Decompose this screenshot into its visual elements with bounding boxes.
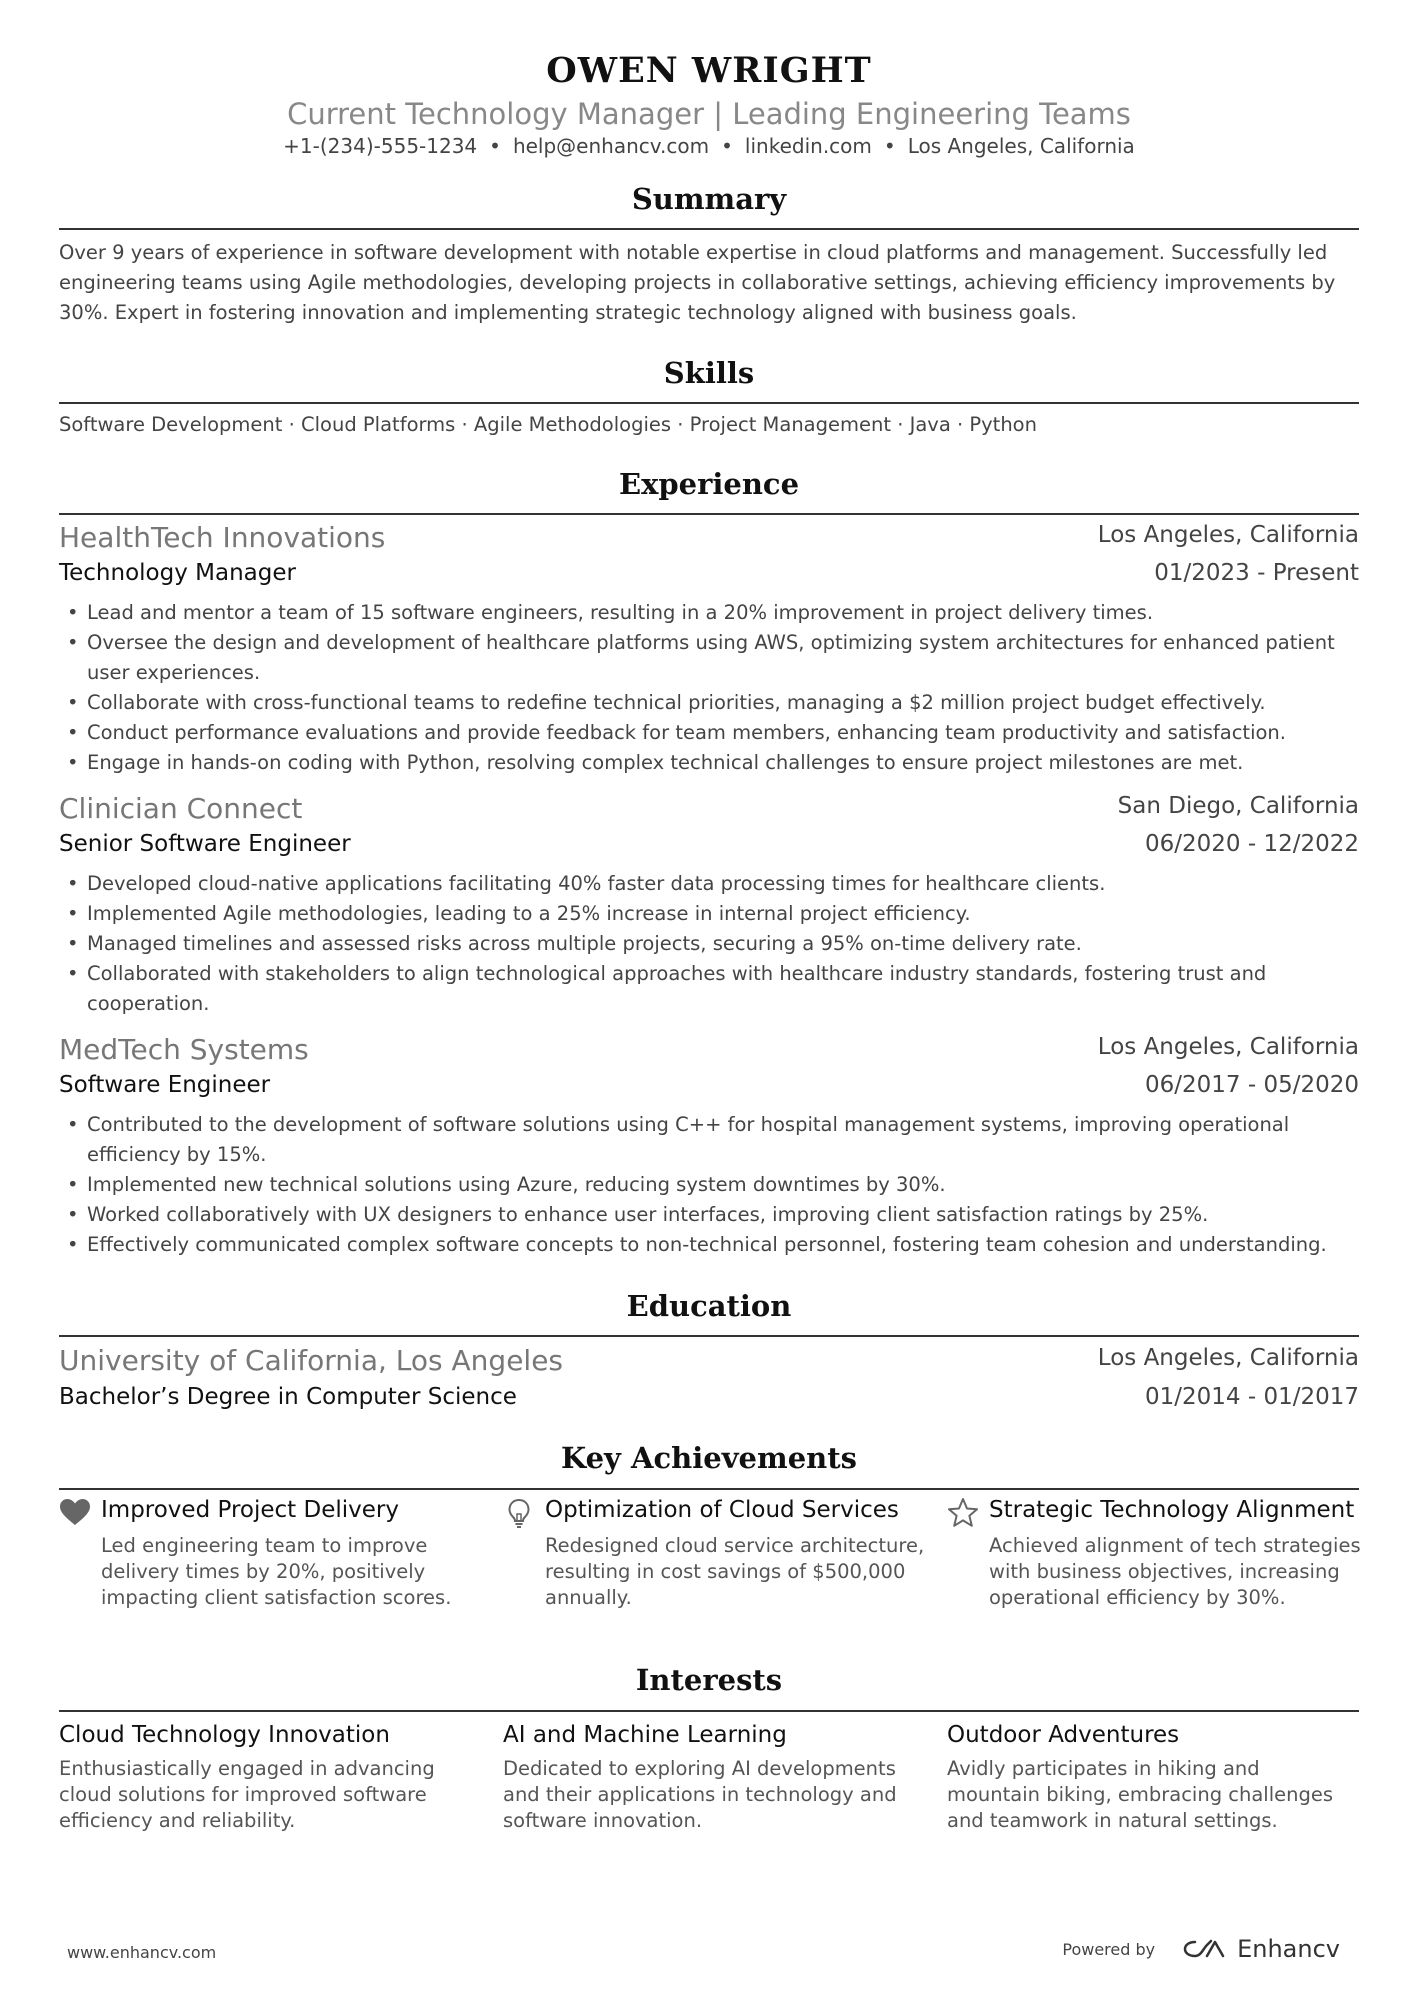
job-bullet: • Developed cloud-native applications facilitating 40% faster data processing times for healthcare clients. (59, 869, 1359, 899)
education-dates: 01/2014 - 01/2017 (1144, 1384, 1359, 1410)
candidate-name: OWEN WRIGHT (546, 50, 872, 91)
job-dates: 06/2017 - 05/2020 (1144, 1072, 1359, 1098)
achievement-title: Optimization of Cloud Services (545, 1497, 899, 1523)
interest-title: Outdoor Adventures (947, 1722, 1180, 1748)
job-bullet: • Oversee the design and development of healthcare platforms using AWS, optimizing system architectures for enhanced patient user experiences. (59, 628, 1359, 688)
degree: Bachelor’s Degree in Computer Science (59, 1384, 517, 1410)
school-location: Los Angeles, California (1097, 1345, 1359, 1371)
heart-icon (59, 1497, 91, 1529)
summary-text: Over 9 years of experience in software development with notable expertise in cloud platforms and management. Successfully led engineering teams using Agile methodologies, developing projects in collaborative settings, achieving efficiency improvements by 30%. Expert in fostering innovation and implementing strategic technology aligned with business goals. (59, 241, 1336, 324)
interests-heading: Interests (635, 1663, 783, 1697)
experience-divider (59, 513, 1359, 515)
education-heading: Education (626, 1289, 792, 1323)
job-company: HealthTech Innovations (59, 521, 386, 554)
achievement-title: Improved Project Delivery (101, 1497, 399, 1523)
job-location: Los Angeles, California (1097, 1034, 1359, 1060)
candidate-subtitle: Current Technology Manager | Leading Engineering Teams (287, 97, 1131, 131)
job-bullet: • Engage in hands-on coding with Python, resolving complex technical challenges to ensure project milestones are met. (59, 748, 1359, 778)
summary-divider (59, 228, 1359, 230)
job-location: San Diego, California (1117, 793, 1359, 819)
education-divider (59, 1335, 1359, 1337)
interest-desc: Dedicated to exploring AI developments and their applications in technology and software innovation. (503, 1757, 897, 1832)
job-dates: 01/2023 - Present (1154, 560, 1359, 586)
experience-heading: Experience (618, 467, 800, 501)
job-location: Los Angeles, California (1097, 522, 1359, 548)
achievements-divider (59, 1488, 1359, 1490)
footer-branding (1062, 1935, 1340, 1963)
email[interactable]: help@enhancv.com (512, 134, 710, 158)
job-company: MedTech Systems (59, 1033, 309, 1066)
job-bullet: • Worked collaboratively with UX designers to enhance user interfaces, improving client satisfaction ratings by 25%. (59, 1200, 1359, 1230)
brand-name: Enhancv (1237, 1935, 1340, 1963)
job-role: Senior Software Engineer (59, 831, 351, 857)
interest-title: AI and Machine Learning (503, 1722, 787, 1748)
interest-item (59, 1720, 459, 1834)
job-bullet: • Implemented Agile methodologies, leading to a 25% increase in internal project efficiency. (59, 899, 1359, 929)
job-bullet: • Implemented new technical solutions using Azure, reducing system downtimes by 30%. (59, 1170, 1359, 1200)
achievement-desc: Led engineering team to improve delivery times by 20%, positively impacting client satisfaction scores. (101, 1534, 452, 1609)
job-bullet: • Conduct performance evaluations and provide feedback for team members, enhancing team productivity and satisfaction. (59, 718, 1359, 748)
job-bullets (59, 598, 1359, 778)
contact-line: +1-(234)-555-1234 • help@enhancv.com • linkedin.com • Los Angeles, California (283, 134, 1135, 158)
interest-title: Cloud Technology Innovation (59, 1722, 390, 1748)
skills-list: Software Development · Cloud Platforms · Agile Methodologies · Project Management · Java · Python (59, 413, 1037, 436)
job-bullet: • Effectively communicated complex software concepts to non-technical personnel, fostering team cohesion and understanding. (59, 1230, 1359, 1260)
job-role: Software Engineer (59, 1072, 271, 1098)
job-role: Technology Manager (59, 560, 296, 586)
location: Los Angeles, California (907, 134, 1135, 158)
powered-by-label: Powered by (1062, 1939, 1156, 1959)
achievement-desc: Redesigned cloud service architecture, resulting in cost savings of $500,000 annually. (545, 1534, 925, 1609)
interest-item (947, 1720, 1347, 1834)
job-bullet: • Collaborated with stakeholders to align technological approaches with healthcare industry standards, fostering trust and cooperation. (59, 959, 1359, 1019)
interest-desc: Enthusiastically engaged in advancing cloud solutions for improved software efficiency and reliability. (59, 1757, 435, 1832)
star-icon (947, 1497, 979, 1529)
skills-heading: Skills (663, 356, 755, 390)
job-bullet: • Lead and mentor a team of 15 software engineers, resulting in a 20% improvement in project delivery times. (59, 598, 1359, 628)
job-bullet: • Managed timelines and assessed risks across multiple projects, securing a 95% on-time delivery rate. (59, 929, 1359, 959)
enhancv-logo-icon (1181, 1937, 1229, 1961)
job-bullet: • Collaborate with cross-functional teams to redefine technical priorities, managing a $2 million project budget effectively. (59, 688, 1359, 718)
achievement-title: Strategic Technology Alignment (989, 1497, 1355, 1523)
interests-divider (59, 1710, 1359, 1712)
achievement-desc: Achieved alignment of tech strategies with business objectives, increasing operational efficiency by 30%. (989, 1534, 1361, 1609)
achievements-heading: Key Achievements (561, 1441, 857, 1475)
phone[interactable]: +1-(234)-555-1234 (283, 134, 478, 158)
skills-divider (59, 402, 1359, 404)
job-dates: 06/2020 - 12/2022 (1144, 831, 1359, 857)
interest-desc: Avidly participates in hiking and mountain biking, embracing challenges and teamwork in natural settings. (947, 1757, 1334, 1832)
linkedin-link[interactable]: linkedin.com (744, 134, 872, 158)
job-bullets (59, 869, 1359, 1019)
job-bullet: • Contributed to the development of software solutions using C++ for hospital management systems, improving operational efficiency by 15%. (59, 1110, 1359, 1170)
job-bullets (59, 1110, 1359, 1260)
interest-item (503, 1720, 903, 1834)
lightbulb-icon (503, 1497, 535, 1529)
school-name: University of California, Los Angeles (59, 1344, 564, 1377)
footer-website[interactable]: www.enhancv.com (67, 1943, 217, 1962)
summary-heading: Summary (631, 182, 787, 216)
job-company: Clinician Connect (59, 792, 303, 825)
